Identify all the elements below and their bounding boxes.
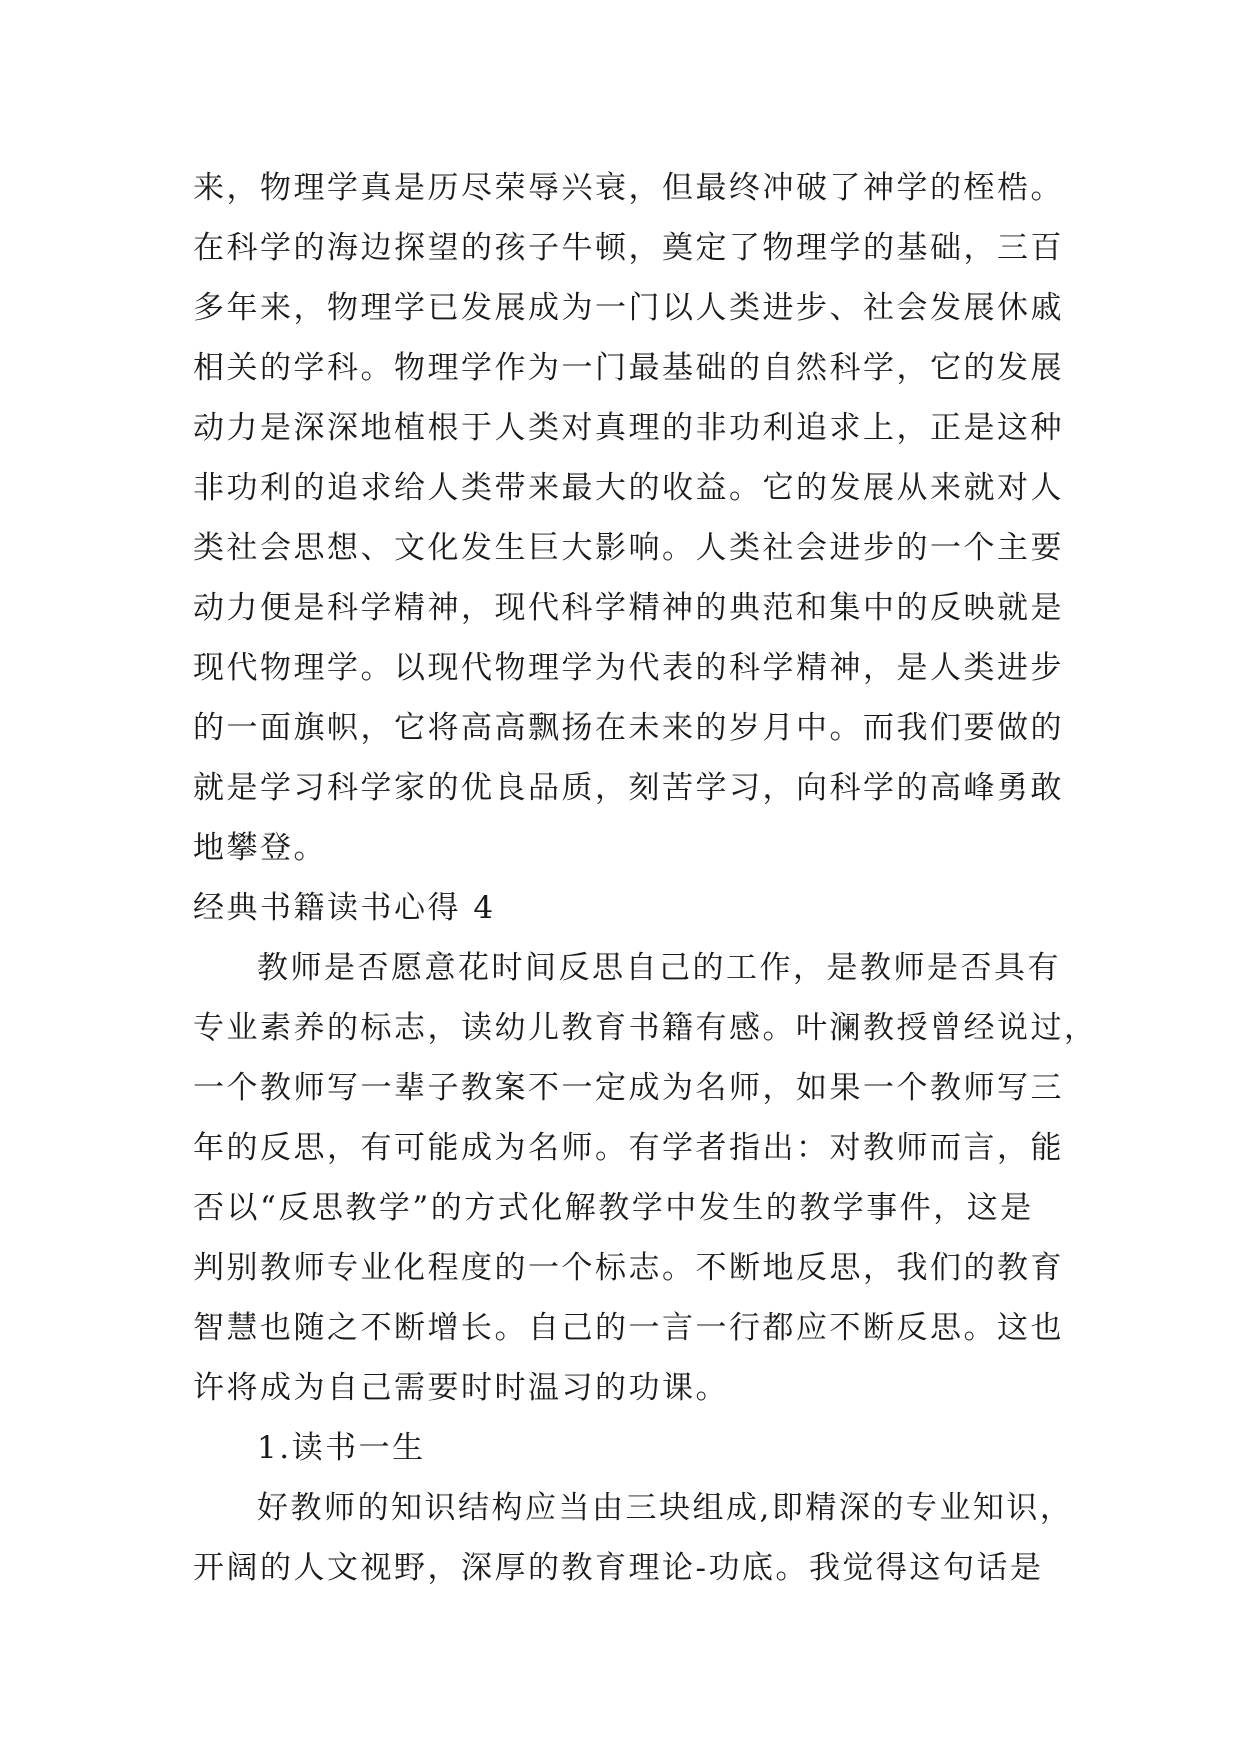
text-line: 地攀登。 [193,830,327,866]
section-heading: 经典书籍读书心得 4 [193,890,496,926]
text-line: 许将成为自己需要时时温习的功课。 [193,1370,729,1406]
text-line: 来，物理学真是历尽荣辱兴衰，但最终冲破了神学的桎梏。 [193,170,1064,206]
paragraph-teacher-reflection [193,938,1098,1418]
paragraph-physics [193,158,1064,878]
text-line: 开阔的人文视野，深厚的教育理论-功底。我觉得这句话是 [193,1550,1044,1586]
text-line: 专业素养的标志，读幼儿教育书籍有感。叶澜教授曾经说过， [193,1010,1098,1046]
text-line: 一个教师写一辈子教案不一定成为名师，如果一个教师写三 [193,1070,1064,1106]
text-line: 类社会思想、文化发生巨大影响。人类社会进步的一个主要 [193,530,1064,566]
text-line: 判别教师专业化程度的一个标志。不断地反思，我们的教育 [193,1250,1064,1286]
paragraph-knowledge-structure [193,1478,1074,1598]
text-line: 动力便是科学精神，现代科学精神的典范和集中的反映就是 [193,590,1064,626]
text-line: 智慧也随之不断增长。自己的一言一行都应不断反思。这也 [193,1310,1064,1346]
text-line: 现代物理学。以现代物理学为代表的科学精神，是人类进步 [193,650,1064,686]
document-body [193,158,1098,1598]
text-line: 多年来，物理学已发展成为一门以人类进步、社会发展休戚 [193,290,1064,326]
text-line: 非功利的追求给人类带来最大的收益。它的发展从来就对人 [193,470,1064,506]
list-item-heading: 1.读书一生 [257,1430,426,1466]
text-line: 的一面旗帜，它将高高飘扬在未来的岁月中。而我们要做的 [193,710,1064,746]
text-line: 好教师的知识结构应当由三块组成,即精深的专业知识， [257,1490,1074,1526]
text-line: 相关的学科。物理学作为一门最基础的自然科学，它的发展 [193,350,1064,386]
text-line: 在科学的海边探望的孩子牛顿，奠定了物理学的基础，三百 [193,230,1064,266]
text-line: 动力是深深地植根于人类对真理的非功利追求上，正是这种 [193,410,1064,446]
text-line: 教师是否愿意花时间反思自己的工作，是教师是否具有 [257,950,1061,986]
text-line: 年的反思，有可能成为名师。有学者指出：对教师而言，能 [193,1130,1064,1166]
text-line: 否以“反思教学”的方式化解教学中发生的教学事件，这是 [193,1190,1034,1226]
text-line: 就是学习科学家的优良品质，刻苦学习，向科学的高峰勇敢 [193,770,1064,806]
